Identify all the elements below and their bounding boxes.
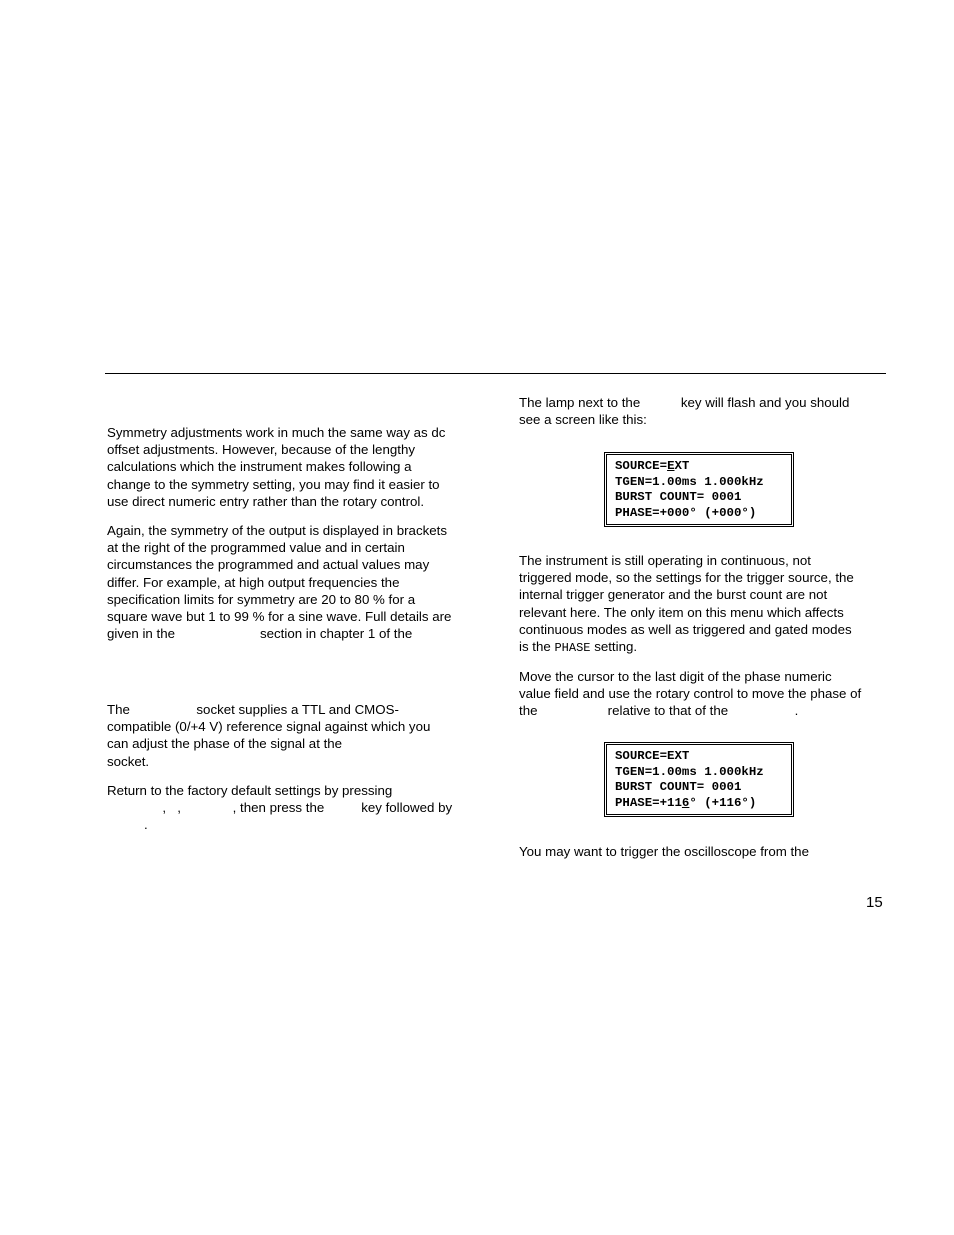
default-settings-paragraph: Return to the factory default settings by pressing , , , then press the key followed by .: [107, 783, 453, 833]
lcd-line: TGEN=1.00ms 1.000kHz: [615, 474, 764, 489]
lamp-paragraph: The lamp next to the key will flash and you should see a screen like this:: [519, 395, 850, 428]
lcd-line: PHASE=+116° (+116°): [615, 795, 757, 810]
cursor-paragraph: Move the cursor to the last digit of the phase numeric value field and use the rotary control to move the phase of the relative to that of the .: [519, 669, 862, 719]
lcd-display-2: [604, 742, 794, 817]
lcd-line: BURST COUNT= 0001: [615, 780, 742, 795]
header-rule: [105, 373, 886, 374]
phase-keyword: PHASE: [554, 641, 591, 656]
lcd-display-1: [604, 452, 794, 527]
lcd-line: PHASE=+000° (+000°): [615, 505, 757, 520]
lcd-cursor: E: [667, 459, 675, 473]
lcd-line: SOURCE=EXT: [615, 459, 690, 473]
socket-paragraph: The socket supplies a TTL and CMOS- compatible (0/+4 V) reference signal against which you can adjust the phase of the signal at the socket.: [107, 702, 431, 769]
lcd-cursor: 6: [681, 795, 690, 810]
lcd-line: BURST COUNT= 0001: [615, 490, 742, 505]
symmetry-paragraph-2: Again, the symmetry of the output is displayed in brackets at the right of the programmed value and in certain circumstances the programmed and actual values may differ. For example, at high output frequencies the specification limits for symmetry are 20 to 80 % for a square wave but 1 to 99 % for a sine wave. Full details are given in the section in chapter 1 of the: [107, 523, 452, 642]
page-number: 15: [866, 894, 883, 911]
trigger-paragraph: You may want to trigger the oscilloscope from the: [519, 844, 809, 859]
lcd-line: SOURCE=EXT: [615, 749, 690, 763]
symmetry-paragraph-1: Symmetry adjustments work in much the same way as dc offset adjustments. However, because of the lengthy calculations which the instrument makes following a change to the symmetry setting, you may find it easier to use direct numeric entry rather than the rotary control.: [107, 425, 446, 509]
continuous-mode-paragraph: The instrument is still operating in continuous, not triggered mode, so the settings for the trigger source, the internal trigger generator and the burst count are not relevant here. The only item on this menu which affects continuous modes as well as triggered and gated modes is the PHASE setting.: [519, 553, 854, 656]
lcd-line: TGEN=1.00ms 1.000kHz: [615, 764, 764, 779]
